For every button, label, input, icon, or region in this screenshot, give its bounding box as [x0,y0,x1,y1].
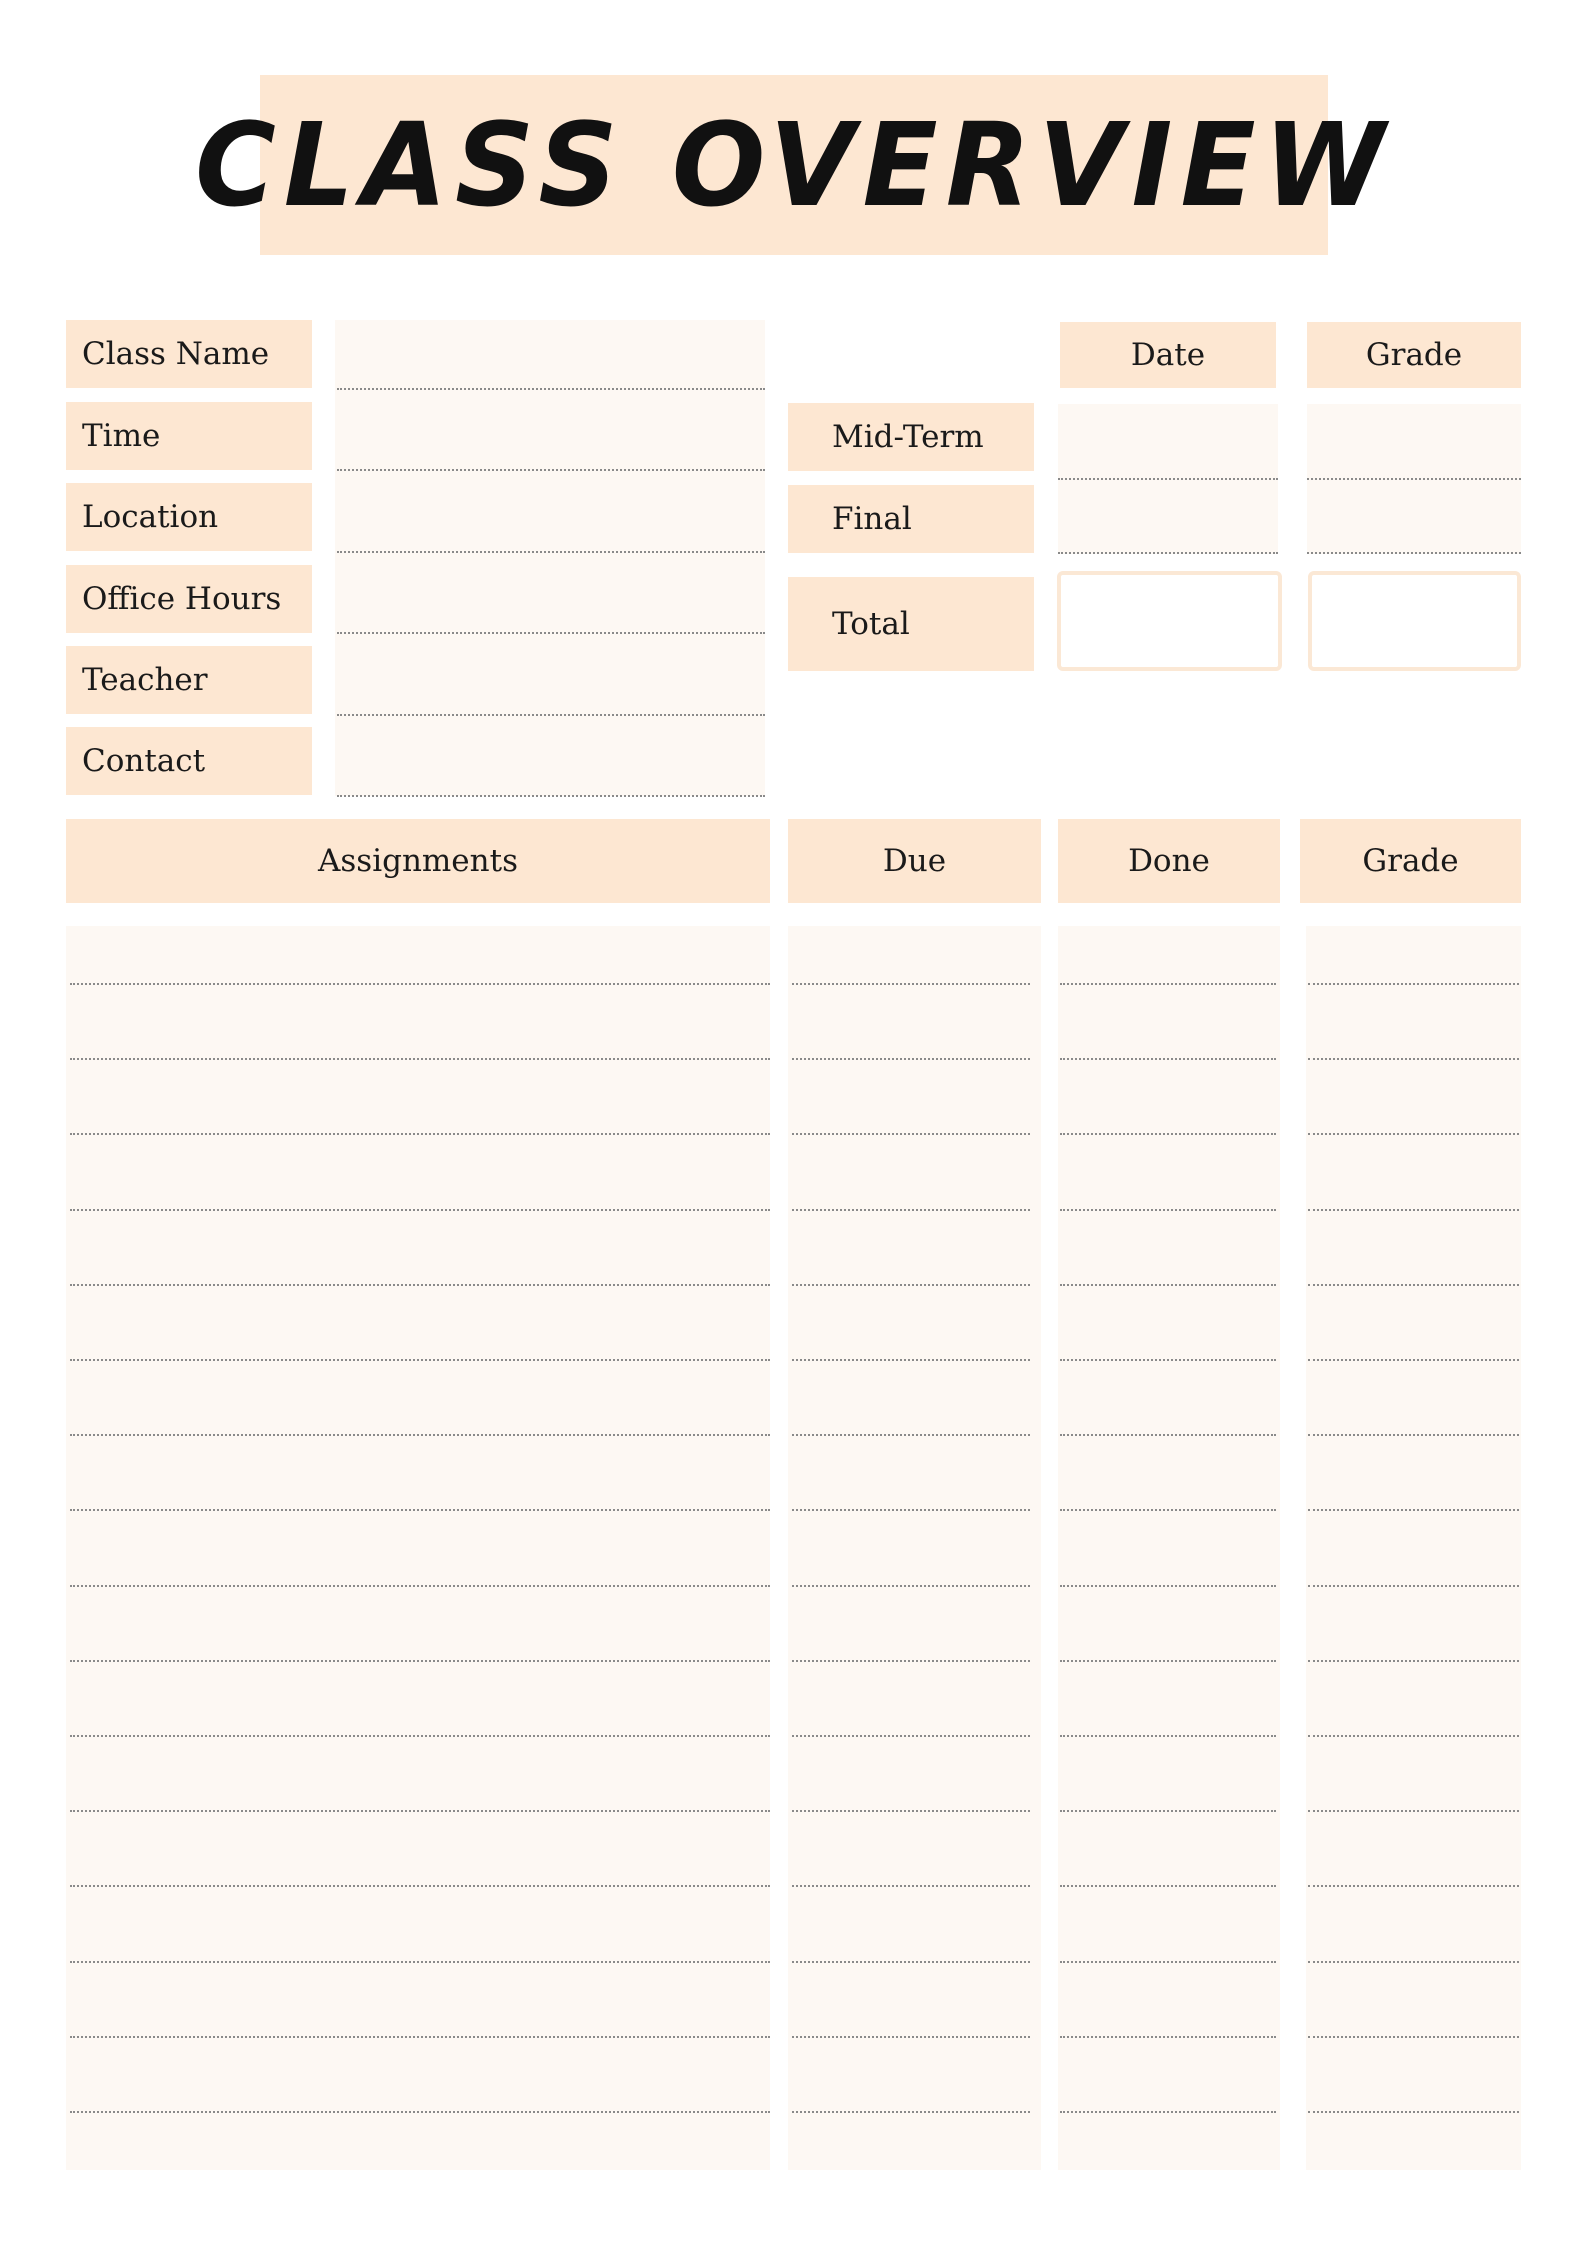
location-label: Location [66,483,312,551]
row-rule [792,1359,1030,1361]
class-name-rule [337,388,765,390]
due-column[interactable] [788,926,1041,2170]
row-rule [792,983,1030,985]
final-date-rule [1058,552,1278,554]
exam-date-header: Date [1060,322,1276,388]
row-rule [70,1735,770,1737]
row-rule [1308,1058,1519,1060]
row-rule [70,1133,770,1135]
final-grade-rule [1307,552,1521,554]
office-hours-rule [337,632,765,634]
row-rule [70,1209,770,1211]
location-rule [337,551,765,553]
row-rule [70,1885,770,1887]
row-rule [70,1810,770,1812]
teacher-rule [337,714,765,716]
row-rule [70,1961,770,1963]
row-rule [792,1660,1030,1662]
row-rule [1060,1735,1276,1737]
row-rule [1060,1585,1276,1587]
class-name-label: Class Name [66,320,312,388]
assignments-header: Assignments [66,819,770,903]
row-rule [1308,1133,1519,1135]
row-rule [1308,1509,1519,1511]
row-rule [1308,1961,1519,1963]
row-rule [70,1058,770,1060]
row-rule [1060,2111,1276,2113]
done-header: Done [1058,819,1280,903]
row-rule [792,2111,1030,2113]
row-rule [1308,983,1519,985]
assignments-column[interactable] [66,926,770,2170]
final-label: Final [788,485,1034,553]
time-rule [337,469,765,471]
row-rule [1308,1434,1519,1436]
row-rule [792,1284,1030,1286]
total-date-box[interactable] [1057,571,1282,671]
row-rule [1308,1810,1519,1812]
contact-rule [337,795,765,797]
row-rule [792,1585,1030,1587]
contact-label: Contact [66,727,312,795]
row-rule [70,2111,770,2113]
row-rule [1308,2111,1519,2113]
row-rule [1060,1660,1276,1662]
row-rule [1060,1810,1276,1812]
row-rule [1060,1509,1276,1511]
row-rule [70,983,770,985]
page-title: CLASS OVERVIEW [195,97,1393,233]
row-rule [70,1434,770,1436]
teacher-label: Teacher [66,646,312,714]
exam-grade-header: Grade [1307,322,1521,388]
row-rule [1308,1209,1519,1211]
row-rule [70,2036,770,2038]
office-hours-label: Office Hours [66,565,312,633]
row-rule [1060,1058,1276,1060]
assignment-grade-header: Grade [1300,819,1521,903]
row-rule [1060,2036,1276,2038]
row-rule [792,1058,1030,1060]
title-banner [195,75,1393,255]
row-rule [70,1284,770,1286]
row-rule [1060,1133,1276,1135]
row-rule [1308,1885,1519,1887]
row-rule [70,1359,770,1361]
class-info-entry-area[interactable] [335,320,765,796]
done-column[interactable] [1058,926,1280,2170]
row-rule [792,1209,1030,1211]
midterm-label: Mid-Term [788,403,1034,471]
row-rule [792,1434,1030,1436]
row-rule [70,1585,770,1587]
row-rule [1060,1434,1276,1436]
row-rule [792,2036,1030,2038]
row-rule [1308,1359,1519,1361]
row-rule [792,1509,1030,1511]
total-grade-box[interactable] [1308,571,1521,671]
row-rule [792,1885,1030,1887]
row-rule [1308,1735,1519,1737]
row-rule [792,1735,1030,1737]
row-rule [1060,1359,1276,1361]
row-rule [1060,983,1276,985]
total-label: Total [788,577,1034,671]
row-rule [1060,1284,1276,1286]
row-rule [1308,1284,1519,1286]
row-rule [1308,1585,1519,1587]
grade-column[interactable] [1306,926,1521,2170]
row-rule [70,1509,770,1511]
due-header: Due [788,819,1041,903]
row-rule [1060,1209,1276,1211]
row-rule [1060,1961,1276,1963]
row-rule [1060,1885,1276,1887]
row-rule [1308,1660,1519,1662]
row-rule [1308,2036,1519,2038]
time-label: Time [66,402,312,470]
row-rule [70,1660,770,1662]
row-rule [792,1810,1030,1812]
midterm-date-rule [1058,478,1278,480]
row-rule [792,1133,1030,1135]
midterm-grade-rule [1307,478,1521,480]
row-rule [792,1961,1030,1963]
